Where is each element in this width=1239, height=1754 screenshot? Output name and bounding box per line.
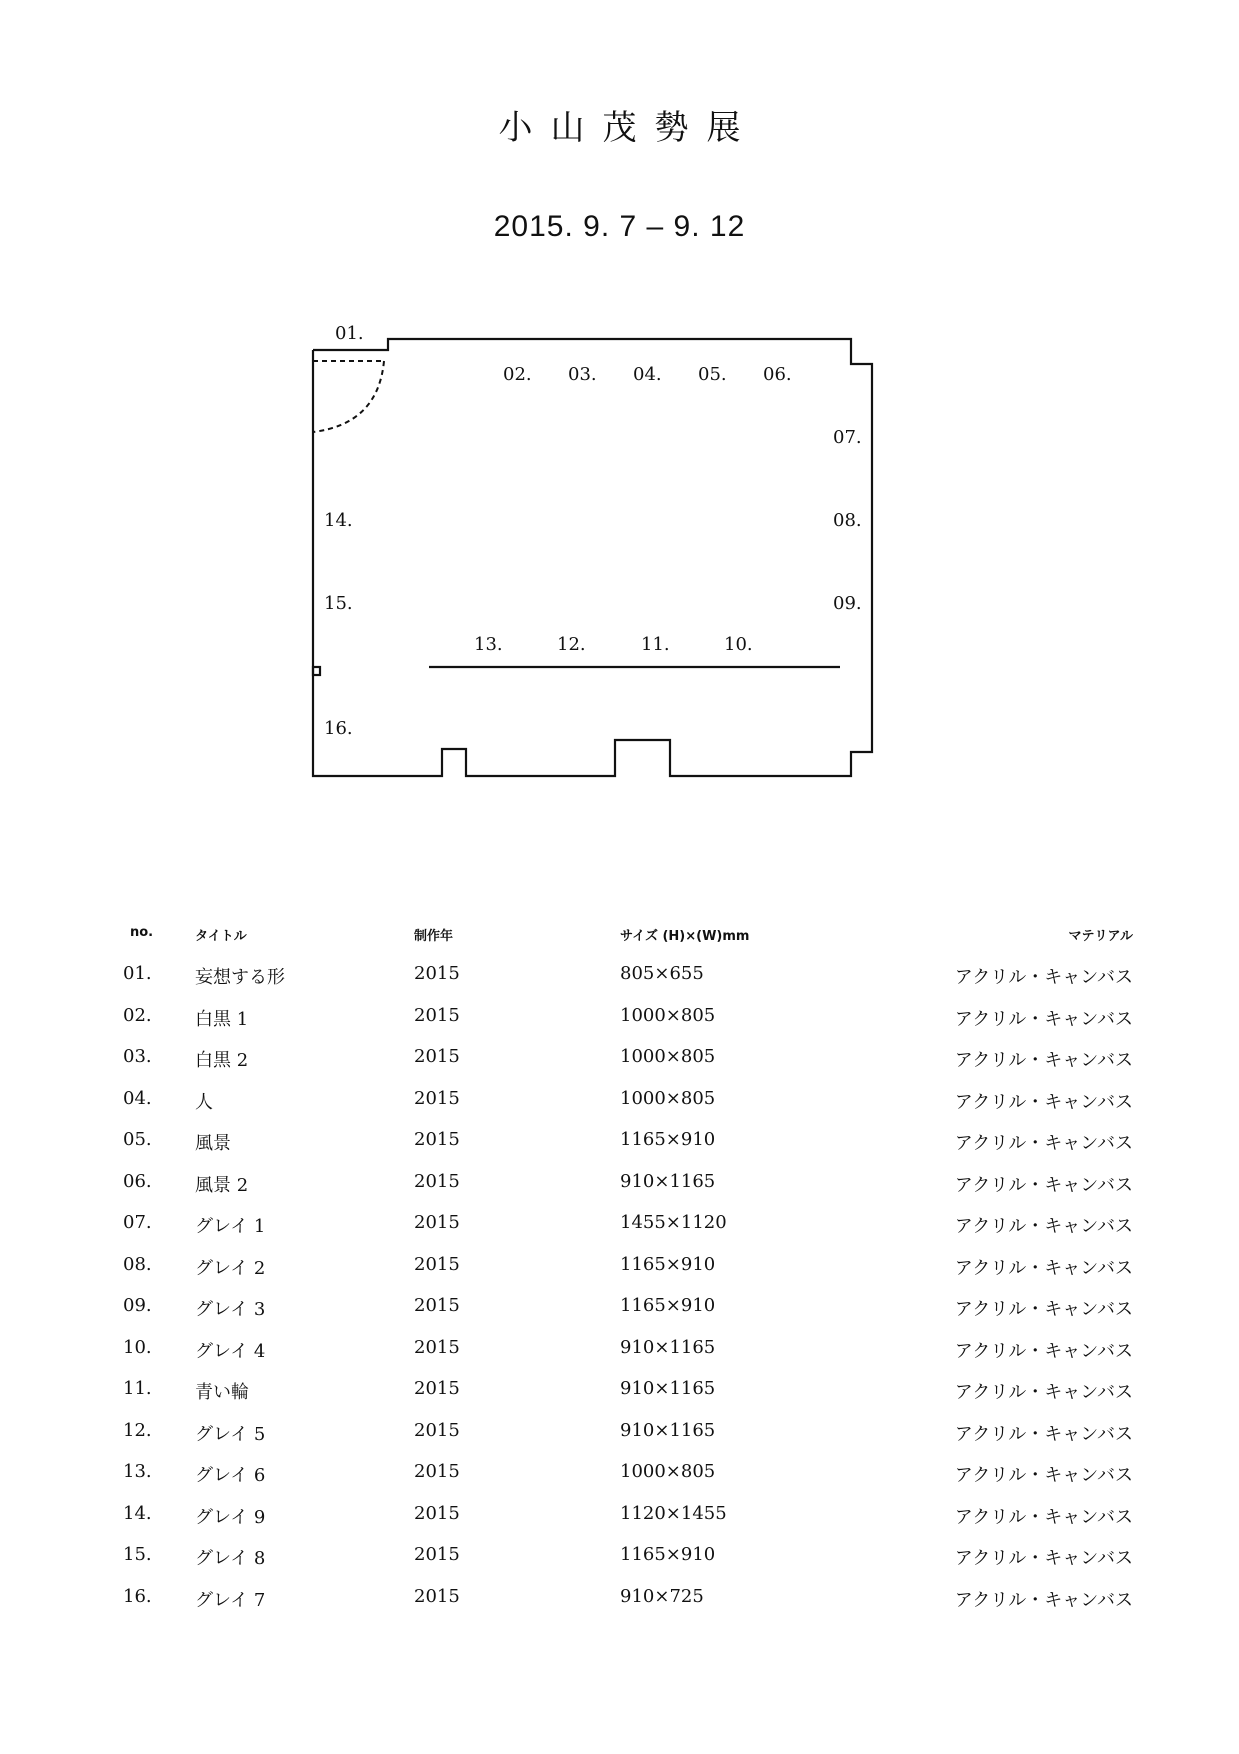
cell-size: 1165×910 bbox=[620, 1253, 716, 1275]
cell-year: 2015 bbox=[414, 1129, 460, 1150]
cell-material: アクリル・キャンバス bbox=[954, 1008, 1133, 1030]
cell-size: 910×1165 bbox=[620, 1336, 716, 1358]
plan-label-11: 11. bbox=[641, 634, 670, 655]
plan-label-02: 02. bbox=[503, 364, 532, 385]
cell-title: 人 bbox=[195, 1091, 213, 1113]
plan-label-16: 16. bbox=[324, 718, 353, 739]
plan-label-14: 14. bbox=[324, 510, 353, 531]
cell-year: 2015 bbox=[414, 1502, 460, 1524]
cell-title: 妄想する形 bbox=[195, 967, 285, 988]
header-size: サイズ (H)×(W)mm bbox=[620, 929, 750, 944]
cell-no: 10. bbox=[123, 1336, 152, 1358]
cell-no: 15. bbox=[123, 1544, 152, 1565]
cell-size: 1165×910 bbox=[620, 1544, 716, 1565]
cell-no: 04. bbox=[123, 1087, 152, 1109]
cell-year: 2015 bbox=[414, 1046, 460, 1067]
cell-title: 青い輪 bbox=[195, 1382, 249, 1403]
plan-label-03: 03. bbox=[568, 364, 597, 385]
cell-title: 白黒 1 bbox=[195, 1008, 249, 1030]
cell-size: 910×1165 bbox=[620, 1170, 716, 1192]
plan-label-04: 04. bbox=[633, 364, 662, 385]
cell-title: グレイ 6 bbox=[195, 1465, 266, 1486]
cell-no: 12. bbox=[123, 1419, 152, 1441]
cell-title: グレイ 9 bbox=[195, 1506, 266, 1528]
floor-plan bbox=[0, 0, 1239, 800]
plan-label-10: 10. bbox=[724, 634, 753, 655]
header-no: no. bbox=[130, 925, 154, 940]
cell-no: 11. bbox=[123, 1378, 152, 1399]
cell-year: 2015 bbox=[414, 1253, 460, 1275]
cell-material: アクリル・キャンバス bbox=[954, 1133, 1133, 1154]
cell-size: 1455×1120 bbox=[620, 1212, 727, 1233]
cell-material: アクリル・キャンバス bbox=[954, 967, 1133, 988]
cell-material: アクリル・キャンバス bbox=[954, 1465, 1133, 1486]
cell-material: アクリル・キャンバス bbox=[954, 1091, 1133, 1113]
cell-size: 1000×805 bbox=[620, 1004, 716, 1026]
table-row bbox=[0, 1378, 1239, 1419]
plan-label-13: 13. bbox=[474, 634, 503, 655]
header-material: マテリアル bbox=[1068, 929, 1133, 944]
cell-size: 1120×1455 bbox=[620, 1502, 727, 1524]
table-row bbox=[0, 1420, 1239, 1461]
plan-label-12: 12. bbox=[557, 634, 586, 655]
cell-material: アクリル・キャンバス bbox=[954, 1423, 1133, 1445]
table-row bbox=[0, 1171, 1239, 1212]
table-row bbox=[0, 1337, 1239, 1378]
table-row bbox=[0, 1088, 1239, 1129]
artwork-position-labels bbox=[324, 323, 862, 739]
plan-label-01: 01. bbox=[335, 323, 364, 344]
cell-no: 02. bbox=[123, 1004, 152, 1026]
cell-year: 2015 bbox=[414, 963, 460, 984]
cell-no: 05. bbox=[123, 1129, 152, 1150]
plan-label-06: 06. bbox=[763, 364, 792, 385]
cell-material: アクリル・キャンバス bbox=[954, 1257, 1133, 1279]
cell-no: 06. bbox=[123, 1170, 152, 1192]
cell-title: グレイ 3 bbox=[195, 1299, 266, 1320]
plan-label-07: 07. bbox=[833, 427, 862, 448]
table-row bbox=[0, 1129, 1239, 1170]
cell-title: グレイ 1 bbox=[195, 1216, 266, 1237]
header-year: 制作年 bbox=[414, 929, 454, 944]
plan-label-05: 05. bbox=[698, 364, 727, 385]
exhibition-dates: 2015. 9. 7 – 9. 12 bbox=[493, 210, 746, 243]
cell-material: アクリル・キャンバス bbox=[954, 1216, 1133, 1237]
table-row bbox=[0, 963, 1239, 1004]
cell-year: 2015 bbox=[414, 1087, 460, 1109]
table-row bbox=[0, 1254, 1239, 1295]
cell-no: 09. bbox=[123, 1295, 152, 1316]
cell-year: 2015 bbox=[414, 1461, 460, 1482]
outer-wall bbox=[313, 339, 872, 776]
cell-size: 805×655 bbox=[620, 963, 704, 984]
cell-material: アクリル・キャンバス bbox=[954, 1589, 1133, 1611]
cell-size: 1000×805 bbox=[620, 1046, 716, 1067]
cell-year: 2015 bbox=[414, 1585, 460, 1607]
cell-material: アクリル・キャンバス bbox=[954, 1340, 1133, 1362]
cell-title: グレイ 5 bbox=[195, 1423, 266, 1445]
cell-size: 1165×910 bbox=[620, 1295, 716, 1316]
plan-label-15: 15. bbox=[324, 593, 353, 614]
cell-material: アクリル・キャンバス bbox=[954, 1050, 1133, 1071]
cell-title: グレイ 2 bbox=[195, 1257, 266, 1279]
cell-year: 2015 bbox=[414, 1419, 460, 1441]
cell-no: 01. bbox=[123, 963, 152, 984]
cell-size: 910×1165 bbox=[620, 1378, 716, 1399]
cell-size: 1000×805 bbox=[620, 1461, 716, 1482]
cell-size: 1000×805 bbox=[620, 1087, 716, 1109]
table-row bbox=[0, 1544, 1239, 1585]
cell-no: 13. bbox=[123, 1461, 152, 1482]
cell-no: 14. bbox=[123, 1502, 152, 1524]
cell-no: 07. bbox=[123, 1212, 152, 1233]
cell-year: 2015 bbox=[414, 1336, 460, 1358]
table-row bbox=[0, 1005, 1239, 1046]
table-row bbox=[0, 1046, 1239, 1087]
cell-material: アクリル・キャンバス bbox=[954, 1382, 1133, 1403]
cell-title: 白黒 2 bbox=[195, 1050, 249, 1071]
cell-material: アクリル・キャンバス bbox=[954, 1174, 1133, 1196]
entrance-door bbox=[313, 361, 384, 432]
table-row bbox=[0, 1503, 1239, 1544]
cell-material: アクリル・キャンバス bbox=[954, 1299, 1133, 1320]
cell-no: 16. bbox=[123, 1585, 152, 1607]
cell-material: アクリル・キャンバス bbox=[954, 1506, 1133, 1528]
header-title: タイトル bbox=[195, 929, 247, 944]
door-swing-arc bbox=[313, 361, 384, 432]
table-row bbox=[0, 1586, 1239, 1627]
cell-title: グレイ 4 bbox=[195, 1340, 266, 1362]
cell-title: 風景 bbox=[195, 1133, 231, 1154]
cell-title: グレイ 8 bbox=[195, 1548, 266, 1569]
plan-label-08: 08. bbox=[833, 510, 862, 531]
table-row bbox=[0, 1295, 1239, 1336]
table-row bbox=[0, 1461, 1239, 1502]
cell-title: 風景 2 bbox=[195, 1174, 249, 1196]
floor-plan-walls bbox=[313, 339, 872, 776]
wall-notch bbox=[313, 667, 320, 675]
cell-year: 2015 bbox=[414, 1212, 460, 1233]
cell-size: 1165×910 bbox=[620, 1129, 716, 1150]
cell-no: 08. bbox=[123, 1253, 152, 1275]
plan-label-09: 09. bbox=[833, 593, 862, 614]
cell-year: 2015 bbox=[414, 1170, 460, 1192]
cell-no: 03. bbox=[123, 1046, 152, 1067]
cell-year: 2015 bbox=[414, 1544, 460, 1565]
cell-year: 2015 bbox=[414, 1378, 460, 1399]
cell-size: 910×725 bbox=[620, 1585, 704, 1607]
exhibition-title: 小山茂勢展 bbox=[498, 108, 759, 148]
cell-material: アクリル・キャンバス bbox=[954, 1548, 1133, 1569]
table-row bbox=[0, 1212, 1239, 1253]
cell-title: グレイ 7 bbox=[195, 1589, 266, 1611]
cell-year: 2015 bbox=[414, 1295, 460, 1316]
cell-size: 910×1165 bbox=[620, 1419, 716, 1441]
cell-year: 2015 bbox=[414, 1004, 460, 1026]
